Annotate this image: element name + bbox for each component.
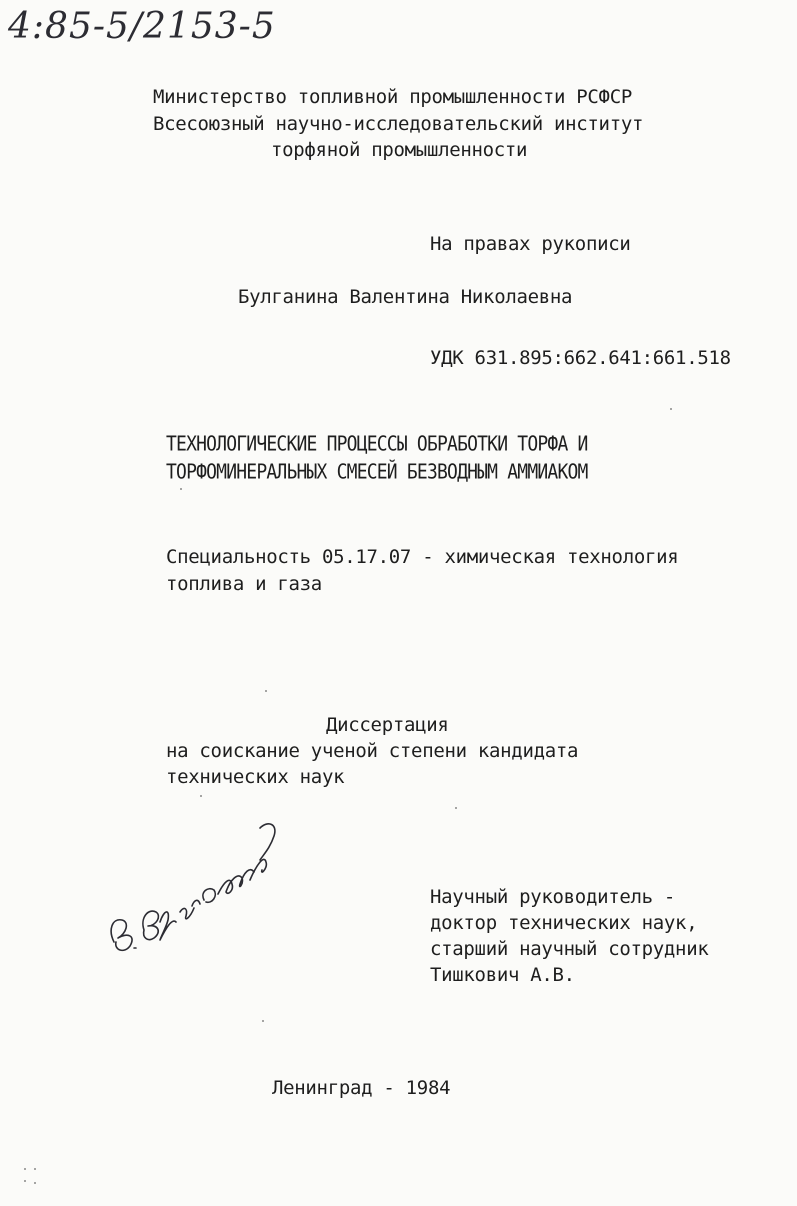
scan-speck <box>180 488 182 490</box>
dissertation-line-3: технических наук <box>166 766 345 788</box>
archive-number: 4:85-5/2153-5 <box>8 6 276 47</box>
scan-speck <box>24 1168 26 1170</box>
author-name: Булганина Валентина Николаевна <box>238 286 573 308</box>
scan-speck <box>24 1180 26 1182</box>
supervisor-name: Тишкович А.В. <box>430 964 575 986</box>
scan-speck <box>670 408 672 410</box>
title-line-1: ТЕХНОЛОГИЧЕСКИЕ ПРОЦЕССЫ ОБРАБОТКИ ТОРФА И <box>166 432 588 456</box>
dissertation-line-2: на соискание ученой степени кандидата <box>166 740 579 762</box>
scan-speck <box>455 807 457 809</box>
dissertation-line-1: Диссертация <box>326 714 449 736</box>
institute-line-1: Всесоюзный научно-исследовательский институт <box>153 113 644 135</box>
scan-speck <box>200 795 202 797</box>
place-year: Ленинград - 1984 <box>272 1077 451 1099</box>
scan-speck <box>262 1020 264 1022</box>
institute-line-2: торфяной промышленности <box>271 139 528 161</box>
ministry-line: Министерство топливной промышленности РСФСР <box>153 86 632 108</box>
title-line-2: ТОРФОМИНЕРАЛЬНЫХ СМЕСЕЙ БЕЗВОДНЫМ АММИАКОМ <box>166 460 588 484</box>
specialty-line-2: топлива и газа <box>166 573 322 595</box>
supervisor-line-2: доктор технических наук, <box>430 912 698 934</box>
handwritten-signature <box>100 810 300 970</box>
rights-note: На правах рукописи <box>430 233 631 255</box>
udc-code: УДК 631.895:662.641:661.518 <box>430 347 731 369</box>
specialty-line-1: Специальность 05.17.07 - химическая технология <box>166 546 679 568</box>
signature-drawing <box>100 810 300 970</box>
scan-speck <box>265 690 267 692</box>
supervisor-line-3: старший научный сотрудник <box>430 938 709 960</box>
scan-speck <box>34 1168 36 1170</box>
scan-speck <box>34 1182 36 1184</box>
supervisor-line-1: Научный руководитель - <box>430 886 676 908</box>
